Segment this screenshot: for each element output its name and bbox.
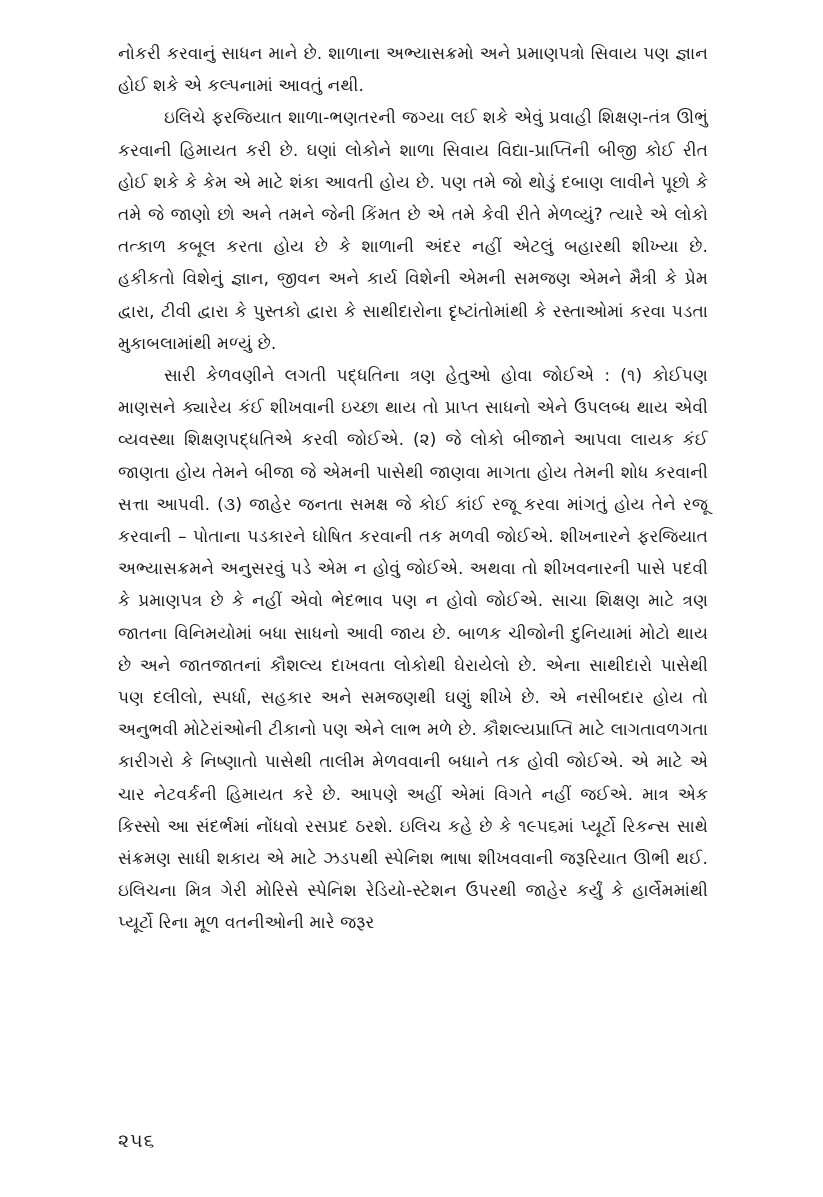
page-body: [118, 38, 708, 940]
paragraph-1: નોકરી કરવાનું સાધન માને છે. શાળાના અભ્યાસક્રમો અને પ્રમાણપત્રો સિવાય પણ જ્ઞાન હોઈ શકે એ કલ્પનામાં આવતું નથી.: [118, 44, 708, 97]
page-number: ૨૫૬: [118, 1130, 156, 1152]
paragraph-3: સારી કેળવણીને લગતી પદ્ધતિના ત્રણ હેતુઓ હોવા જોઈએ : (૧) કોઈપણ માણસને ક્યારેય કંઈ શીખવાની ઇચ્છા થાય તો પ્રાપ્ત સાધનો એને ઉપલબ્ધ થાય એવી વ્યવસ્થા શિક્ષણપદ્ધતિએ કરવી જોઈએ. (૨) જે લોકો બીજાને આપવા લાયક કંઈ જાણતા હોય તેમને બીજા જે એમની પાસેથી જાણવા માગતા હોય તેમની શોધ કરવાની સત્તા આપવી. (૩) જાહેર જનતા સમક્ષ જે કોઈ કાંઈ રજૂ કરવા માંગતું હોય તેને રજૂ કરવાની – પોતાના પડકારને ઘોષિત કરવાની તક મળવી જોઈએ. શીખનારને ફરજિયાત અભ્યાસક્રમને અનુસરવું પડે એમ ન હોવું જોઈએ. અથવા તો શીખવનારની પાસે પદવી કે પ્રમાણપત્ર છે કે નહીં એવો ભેદભાવ પણ ન હોવો જોઈએ. સાચા શિક્ષણ માટે ત્રણ જાતના વિનિમયોમાં બધા સાધનો આવી જાય છે. બાળક ચીજોની દુનિયામાં મોટો થાય છે અને જાતજાતનાં કૌશલ્ય દાખવતા લોકોથી ઘેરાયેલો છે. એના સાથીદારો પાસેથી પણ દલીલો, સ્પર્ધા, સહકાર અને સમજણથી ઘણું શીખે છે. એ નસીબદાર હોય તો અનુભવી મોટેરાંઓની ટીકાનો પણ એને લાભ મળે છે. કૌશલ્યપ્રાપ્તિ માટે લાગતાવળગતા કારીગરો કે નિષ્ણાતો પાસેથી તાલીમ મેળવવાની બધાને તક હોવી જોઈએ. એ માટે એ ચાર નેટવર્કની હિમાયત કરે છે. આપણે અહીં એમાં વિગતે નહીં જઈએ. માત્ર એક કિસ્સો આ સંદર્ભમાં નોંધવો રસપ્રદ ઠરશે. ઇલિચ કહે છે કે ૧૯૫૬માં પ્યૂર્ટો રિકન્સ સાથે સંક્રમણ સાધી શકાય એ માટે ઝડપથી સ્પેનિશ ભાષા શીખવવાની જરૂરિયાત ઊભી થઈ. ઇલિચના મિત્ર ગેરી મોરિસે સ્પેનિશ રેડિયો-સ્ટેશન ઉપરથી જાહેર કર્યું કે હાર્લેમમાંથી પ્યૂર્ટો રિના મૂળ વતનીઓની મારે જરૂર: [118, 366, 708, 934]
paragraph-2: ઇલિચે ફરજિયાત શાળા-ભણતરની જગ્યા લઈ શકે એવું પ્રવાહી શિક્ષણ-તંત્ર ઊભું કરવાની હિમાયત કરી છે. ઘણાં લોકોને શાળા સિવાય વિદ્યા-પ્રાપ્તિની બીજી કોઈ રીત હોઈ શકે કે કેમ એ માટે શંકા આવતી હોય છે. પણ તમે જો થોડું દબાણ લાવીને પૂછો કે તમે જે જાણો છો અને તમને જેની કિંમત છે એ તમે કેવી રીતે મેળવ્યું? ત્યારે એ લોકો તત્કાળ કબૂલ કરતા હોય છે કે શાળાની અંદર નહીં એટલું બહારથી શીખ્યા છે. હકીકતો વિશેનું જ્ઞાન, જીવન અને કાર્ય વિશેની એમની સમજણ એમને મૈત્રી કે પ્રેમ દ્વારા, ટીવી દ્વારા કે પુસ્તકો દ્વારા કે સાથીદારોના દૃષ્ટાંતોમાંથી કે રસ્તાઓમાં કરવા પડતા મુકાબલામાંથી મળ્યું છે.: [118, 108, 708, 354]
